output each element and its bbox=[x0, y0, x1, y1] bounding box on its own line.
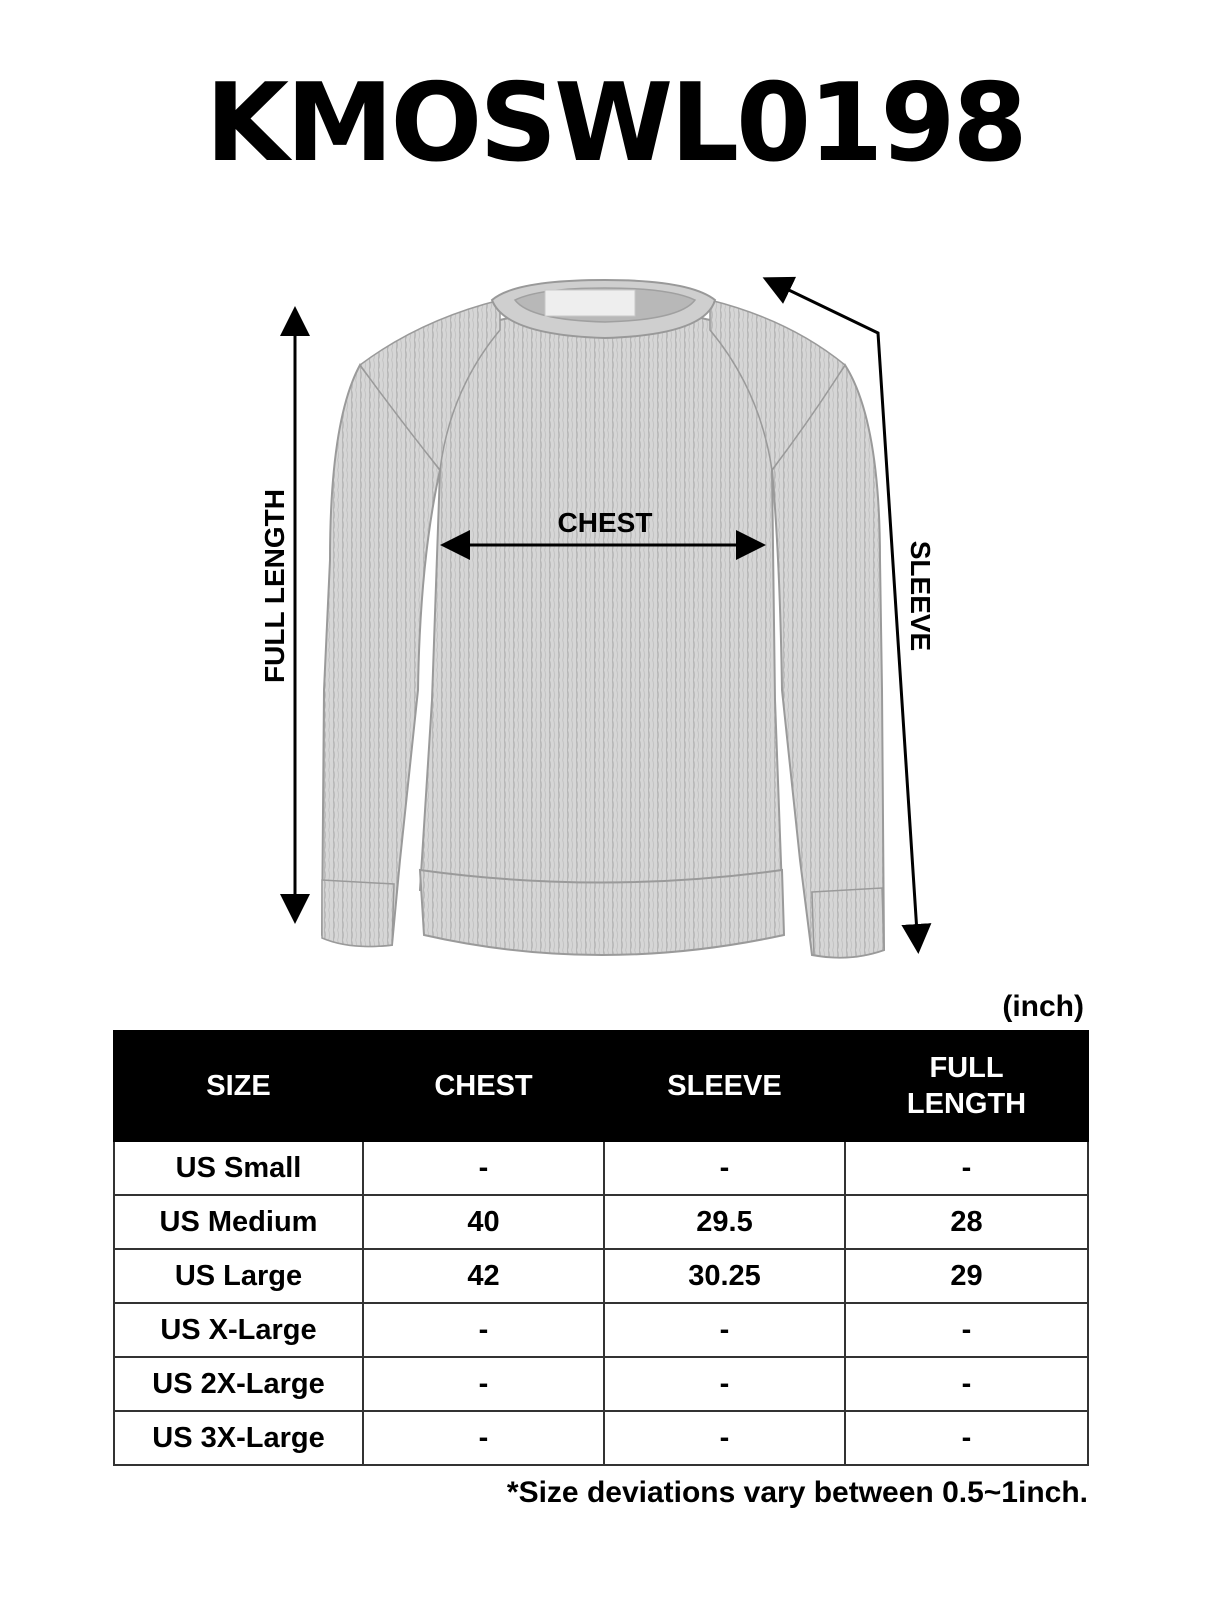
chest-cell: - bbox=[363, 1357, 604, 1411]
table-row bbox=[114, 1141, 1088, 1195]
size-cell: US 3X-Large bbox=[114, 1411, 363, 1465]
header-chest: CHEST bbox=[363, 1031, 604, 1141]
size-deviation-note: *Size deviations vary between 0.5~1inch. bbox=[506, 1476, 1088, 1509]
full-length-cell: - bbox=[845, 1411, 1088, 1465]
size-cell: US 2X-Large bbox=[114, 1357, 363, 1411]
chest-label: CHEST bbox=[557, 507, 653, 538]
sleeve-label: SLEEVE bbox=[905, 540, 936, 652]
table-row bbox=[114, 1357, 1088, 1411]
sleeve-cell: 29.5 bbox=[604, 1195, 845, 1249]
size-cell: US Large bbox=[114, 1249, 363, 1303]
chest-cell: - bbox=[363, 1303, 604, 1357]
header-full-line1: FULL bbox=[929, 1051, 1004, 1084]
size-cell: US X-Large bbox=[114, 1303, 363, 1357]
sweater-shape bbox=[322, 280, 884, 958]
size-chart-table bbox=[113, 1030, 1089, 1466]
header-full-length bbox=[845, 1031, 1088, 1141]
product-code-title: KMOSWL0198 bbox=[205, 61, 1025, 186]
sleeve-cell: - bbox=[604, 1141, 845, 1195]
chest-cell: 40 bbox=[363, 1195, 604, 1249]
sleeve-cell: - bbox=[604, 1303, 845, 1357]
full-length-cell: - bbox=[845, 1357, 1088, 1411]
size-cell: US Medium bbox=[114, 1195, 363, 1249]
full-length-cell: 29 bbox=[845, 1249, 1088, 1303]
sleeve-cell: - bbox=[604, 1411, 845, 1465]
sleeve-cell: - bbox=[604, 1357, 845, 1411]
table-row bbox=[114, 1411, 1088, 1465]
header-size: SIZE bbox=[114, 1031, 363, 1141]
full-length-cell: - bbox=[845, 1303, 1088, 1357]
full-length-label: FULL LENGTH bbox=[259, 489, 290, 683]
header-full-line2: LENGTH bbox=[906, 1088, 1027, 1120]
chest-cell: - bbox=[363, 1411, 604, 1465]
chest-cell: 42 bbox=[363, 1249, 604, 1303]
table-header-row bbox=[114, 1031, 1088, 1141]
full-length-cell: 28 bbox=[845, 1195, 1088, 1249]
sleeve-cell: 30.25 bbox=[604, 1249, 845, 1303]
header-sleeve: SLEEVE bbox=[604, 1031, 845, 1141]
chest-cell: - bbox=[363, 1141, 604, 1195]
table-row bbox=[114, 1249, 1088, 1303]
full-length-cell: - bbox=[845, 1141, 1088, 1195]
size-cell: US Small bbox=[114, 1141, 363, 1195]
table-row bbox=[114, 1303, 1088, 1357]
table-row bbox=[114, 1195, 1088, 1249]
unit-label: (inch) bbox=[1002, 990, 1084, 1023]
neck-label bbox=[545, 290, 635, 316]
